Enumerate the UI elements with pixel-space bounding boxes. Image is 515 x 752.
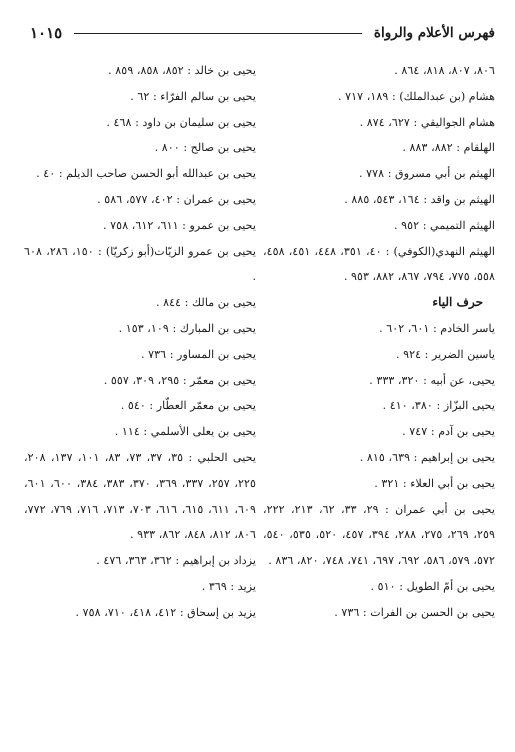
index-entry: يحيى بن معمّر : ٢٩٥، ٣٠٩، ٥٥٧ . (103, 373, 256, 387)
index-entry: هشام الجواليقي : ٦٢٧، ٨٧٤ . (359, 115, 495, 129)
index-entry: ٨٠٦، ٨٠٧، ٨١٨، ٨٦٤ . (394, 64, 495, 77)
index-entry: يحيى بن خالد : ٨٥٢، ٨٥٨، ٨٥٩ . (108, 64, 256, 77)
index-entry: يحيى بن الحسن بن الفرات : ٧٣٦ . (334, 605, 495, 619)
index-entry: يحيى بن عمران : ٤٠٢، ٥٧٧، ٥٨٦ . (97, 192, 256, 206)
section-heading: حرف الياء (432, 295, 483, 310)
index-entry: يحيى، عن أبيه : ٣٢٠، ٣٣٣ . (369, 373, 495, 387)
index-entry: الهيثم النهدي(الكوفي) : ٤٠، ٣٥١، ٤٤٨، ٤٥١، ٤٥٨، ٥٥٨، ٧٧٥، ٧٩٤، ٨٦٧، ٨٨٢، ٩٥٣ . (263, 244, 496, 284)
index-entry: ياسر الخادم : ٦٠١، ٦٠٢ . (379, 321, 495, 335)
index-entry: يحيى بن سليمان بن داود : ٤٦٨ . (106, 115, 256, 129)
index-entry: الهيثم التميمي : ٩٥٢ . (394, 218, 495, 232)
index-column-left (24, 58, 256, 626)
index-entry: يحيى بن أبي عمران : ٢٩، ٣٣، ٦٢، ٢١٣، ٢٢٢، ٢٥٩، ٢٦٩، ٢٧٥، ٢٨٨، ٣٩٤، ٤٥٧، ٥٢٠، ٥٣٥، ٥٤٠، ٥٧٢، ٥٧٩، ٥٨٦، ٦٩٢، ٦٩٧، ٧٤١، ٧٤٨، ٨٢٠، ٨٣٦ . (263, 502, 496, 568)
index-entry: يحيى بن معمّر العطّار : ٥٤٠ . (120, 399, 256, 413)
index-entry: يحيى البزّاز : ٣٨٠، ٤١٠ . (382, 399, 495, 413)
index-entry: هشام (بن عبدالملك) : ١٨٩، ٧١٧ . (338, 89, 495, 103)
index-entry: ياسين الضرير : ٩٢٤ . (395, 347, 495, 361)
index-column-right (263, 58, 495, 626)
index-entry: يحيى بن عمرو : ٦١١، ٦١٢، ٧٥٨ . (103, 218, 256, 232)
index-entry: يزداد بن إبراهيم : ٣٦٢، ٣٦٣، ٤٧٦ . (96, 554, 256, 568)
running-title: فهرس الأعلام والرواة (373, 25, 495, 41)
index-entry: يحيى بن عبدالله أبو الحسن صاحب الديلم : ٤٠ . (36, 167, 256, 181)
index-entry: يحيى بن المساور : ٧٣٦ . (141, 347, 256, 361)
index-entry: الهلقام : ٨٨٢، ٨٨٣ . (402, 141, 495, 155)
index-entry: يحيى بن صالح : ٨٠٠ . (154, 141, 256, 155)
index-entry: يحيى بن أمّ الطويل : ٥١٠ . (370, 579, 495, 593)
index-entry: يحيى بن إبراهيم : ٦٣٩، ٨١٥ . (359, 450, 495, 464)
page-number: ١٠١٥ (30, 24, 63, 42)
index-entry: يحيى بن المبارك : ١٠٩، ١٥٣ . (118, 321, 256, 335)
page-header (30, 22, 495, 44)
index-entry: يحيى بن عمرو الزيّات(أبو زكريّا) : ١٥٠، ٢٨٦، ٦٠٨ . (24, 244, 257, 284)
index-entry: يزيد بن إسحاق : ٤١٢، ٤١٨، ٧١٠، ٧٥٨ . (75, 605, 256, 619)
index-entry: يحيى بن يعلى الأسلمي : ١١٤ . (114, 425, 256, 439)
index-entry: يحيى بن مالك : ٨٤٤ . (155, 296, 256, 310)
index-entry: يحيى بن أبي العلاء : ٣٢١ . (374, 476, 495, 490)
index-entry: يحيى الحلبي : ٣٥، ٣٧، ٧٣، ٨٣، ١٠١، ١٣٧، ٢٠٨، ٢٢٥، ٢٥٧، ٣٣٧، ٣٦٩، ٣٧٠، ٣٨٣، ٣٨٤، ٦٠٠، ٦٠١، ٦٠٩، ٦١١، ٦١٥، ٦١٦، ٧٠٣، ٧١٣، ٧١٦، ٧٦٩، ٧٧٢، ٨٠٦، ٨١٢، ٨٤٨، ٨٦٢، ٩٣٣ . (24, 450, 257, 542)
index-entry: يحيى بن سالم الفرّاء : ٦٢ . (130, 89, 256, 103)
index-entry: الهيثم بن أبي مسروق : ٧٧٨ . (359, 167, 495, 181)
index-entry: يحيى بن آدم : ٧٤٧ . (402, 425, 495, 439)
header-rule (74, 33, 362, 34)
index-entry: يزيد : ٣٦٩ . (201, 579, 256, 593)
index-entry: الهيثم بن واقد : ١٦٤، ٥٤٣، ٨٨٥ . (344, 192, 495, 206)
